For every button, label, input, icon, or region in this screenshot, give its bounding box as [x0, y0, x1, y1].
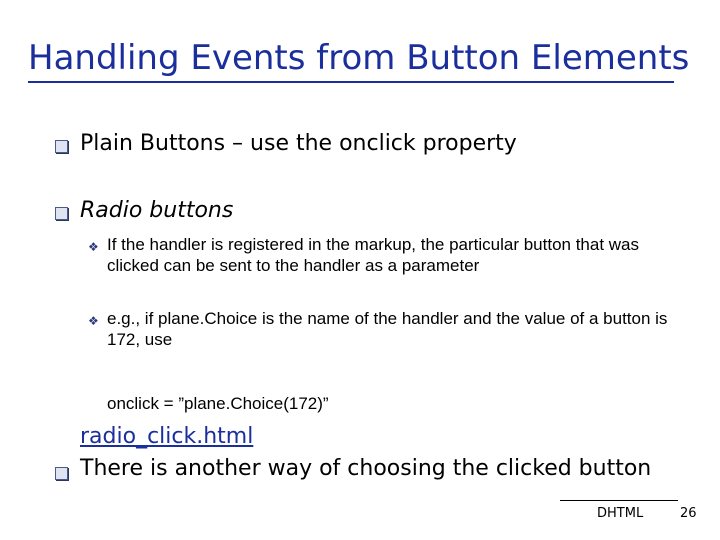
subbullet-example: e.g., if plane.Choice is the name of the handler and the value of a button is 172, use [107, 309, 668, 349]
bullet-plain-buttons: Plain Buttons – use the onclick property [80, 131, 517, 156]
checkbox-bullet-icon [55, 467, 68, 480]
footer-label: DHTML [597, 506, 644, 521]
subbullet-handler-registered: If the handler is registered in the markup, the particular button that was clicked can be sent to the handler as a parameter [107, 235, 640, 275]
diamond-bullet-icon: ❖ [88, 240, 99, 254]
diamond-bullet-icon: ❖ [88, 314, 99, 328]
checkbox-bullet-icon [55, 140, 68, 153]
code-onclick-example: onclick = ”plane.Choice(172)” [107, 394, 329, 413]
bullet-another-way: There is another way of choosing the clicked button [80, 456, 652, 481]
bullet-radio-buttons: Radio buttons [80, 198, 234, 223]
footer-rule [560, 500, 678, 501]
page-number: 26 [680, 506, 697, 521]
title-underline [28, 81, 674, 83]
checkbox-bullet-icon [55, 207, 68, 220]
radio-click-link[interactable]: radio_click.html [80, 424, 254, 449]
slide-title: Handling Events from Button Elements [28, 38, 690, 78]
